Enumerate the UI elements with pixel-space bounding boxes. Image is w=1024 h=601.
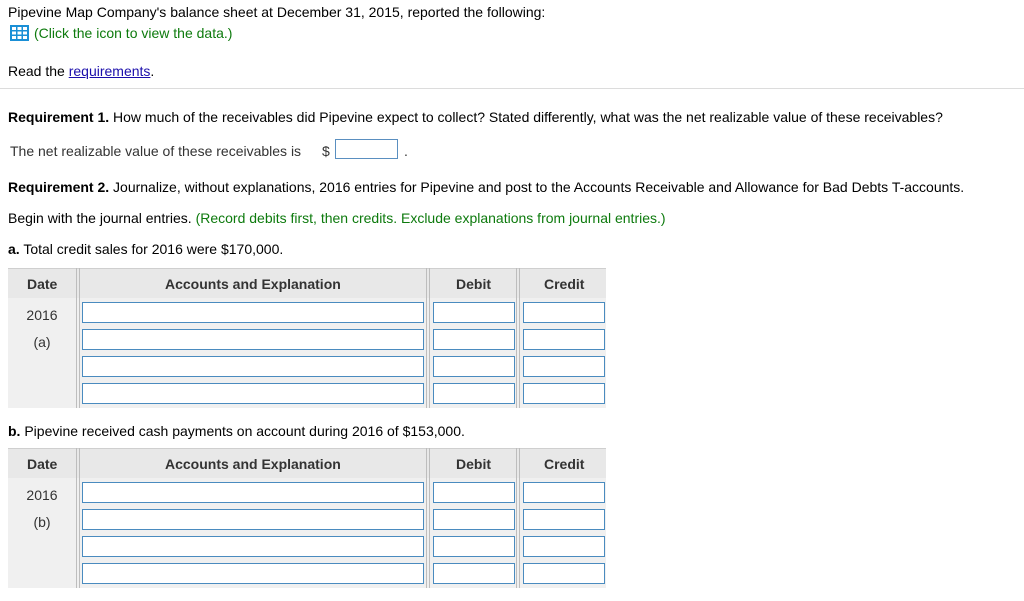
requirement-1-question xyxy=(8,109,943,125)
debit-input-a4[interactable] xyxy=(433,383,515,404)
entry-label-a: (a) xyxy=(33,334,51,350)
journal-instructions xyxy=(8,210,666,226)
entry-year-a: 2016 xyxy=(26,307,58,323)
header-accounts: Accounts and Explanation xyxy=(165,456,341,472)
part-a-description: Total credit sales for 2016 were $170,000. xyxy=(19,241,284,257)
requirements-link[interactable]: requirements xyxy=(68,63,151,79)
debit-input-a2[interactable] xyxy=(433,329,515,350)
credit-input-b1[interactable] xyxy=(523,482,605,503)
net-realizable-value-input[interactable] xyxy=(335,139,398,159)
intro-text: Pipevine Map Company's balance sheet at December 31, 2015, reported the following: xyxy=(8,4,546,20)
currency-symbol: $ xyxy=(322,143,330,159)
account-input-a2[interactable] xyxy=(82,329,424,350)
journal-hint: (Record debits first, then credits. Exclude explanations from journal entries.) xyxy=(195,210,666,226)
header-credit: Credit xyxy=(544,276,585,292)
header-date: Date xyxy=(27,456,58,472)
account-input-b1[interactable] xyxy=(82,482,424,503)
column-separator xyxy=(426,448,430,588)
part-a-label: a. xyxy=(8,241,20,257)
header-date: Date xyxy=(27,276,58,292)
column-separator xyxy=(516,268,520,408)
credit-input-a1[interactable] xyxy=(523,302,605,323)
begin-text: Begin with the journal entries. xyxy=(8,210,196,226)
debit-input-a3[interactable] xyxy=(433,356,515,377)
view-data-link[interactable]: (Click the icon to view the data.) xyxy=(34,25,233,41)
header-accounts: Accounts and Explanation xyxy=(165,276,341,292)
column-separator xyxy=(76,448,80,588)
part-b-label: b. xyxy=(8,423,21,439)
account-input-b4[interactable] xyxy=(82,563,424,584)
read-suffix: . xyxy=(150,63,155,79)
part-b-text xyxy=(8,423,465,439)
requirement-1-text: How much of the receivables did Pipevine expect to collect? Stated differently, what was the net realizable value of these receivables? xyxy=(109,109,943,125)
column-separator xyxy=(426,268,430,408)
credit-input-a4[interactable] xyxy=(523,383,605,404)
part-b-description: Pipevine received cash payments on account during 2016 of $153,000. xyxy=(20,423,465,439)
account-input-a3[interactable] xyxy=(82,356,424,377)
credit-input-a3[interactable] xyxy=(523,356,605,377)
column-separator xyxy=(516,448,520,588)
nrv-answer-prefix: The net realizable value of these receivables is xyxy=(10,143,302,159)
table-grid-icon[interactable] xyxy=(10,25,29,41)
debit-input-b2[interactable] xyxy=(433,509,515,530)
credit-input-a2[interactable] xyxy=(523,329,605,350)
header-credit: Credit xyxy=(544,456,585,472)
column-separator xyxy=(76,268,80,408)
journal-table-b xyxy=(8,448,606,588)
journal-table-a xyxy=(8,268,606,408)
read-requirements-line xyxy=(8,63,154,79)
debit-input-b1[interactable] xyxy=(433,482,515,503)
entry-year-b: 2016 xyxy=(26,487,58,503)
credit-input-b2[interactable] xyxy=(523,509,605,530)
credit-input-b4[interactable] xyxy=(523,563,605,584)
section-divider xyxy=(0,88,1024,89)
requirement-2-label: Requirement 2. xyxy=(8,179,110,195)
requirement-2-text: Journalize, without explanations, 2016 entries for Pipevine and post to the Accounts Receivable and Allowance for Bad Debts T-accounts. xyxy=(109,179,965,195)
account-input-b3[interactable] xyxy=(82,536,424,557)
debit-input-b3[interactable] xyxy=(433,536,515,557)
entry-label-b: (b) xyxy=(33,514,51,530)
header-debit: Debit xyxy=(456,456,491,472)
account-input-a1[interactable] xyxy=(82,302,424,323)
header-debit: Debit xyxy=(456,276,491,292)
debit-input-b4[interactable] xyxy=(433,563,515,584)
credit-input-b3[interactable] xyxy=(523,536,605,557)
account-input-a4[interactable] xyxy=(82,383,424,404)
requirement-1-label: Requirement 1. xyxy=(8,109,110,125)
debit-input-a1[interactable] xyxy=(433,302,515,323)
read-prefix: Read the xyxy=(8,63,69,79)
part-a-text xyxy=(8,241,283,257)
nrv-answer-suffix: . xyxy=(404,143,408,159)
account-input-b2[interactable] xyxy=(82,509,424,530)
requirement-2-question xyxy=(8,179,964,195)
